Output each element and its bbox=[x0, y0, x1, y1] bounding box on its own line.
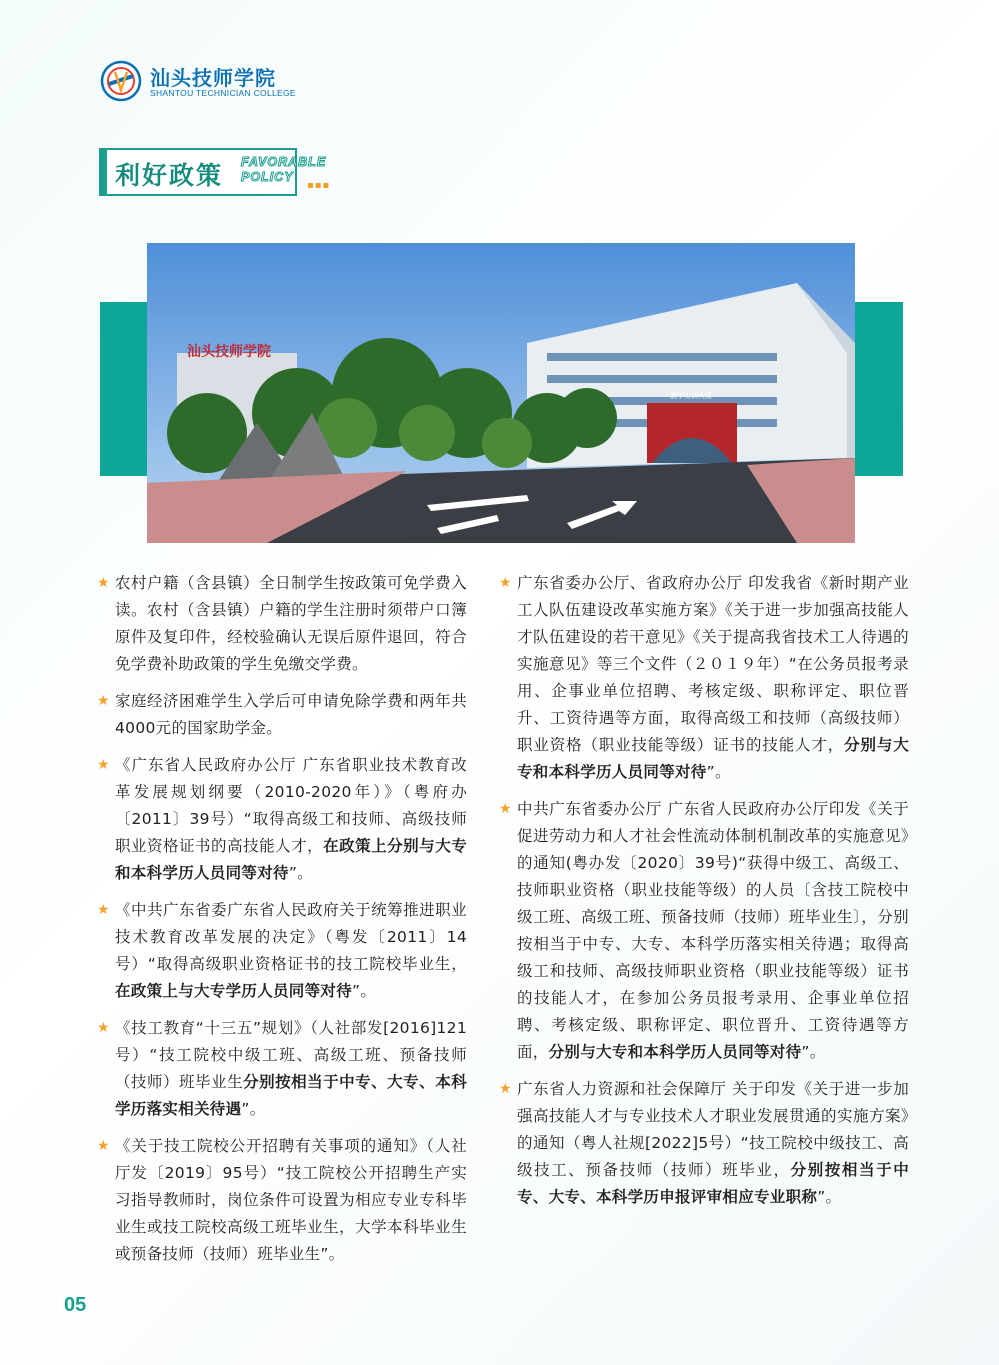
policy-text: 《技工教育“十三五”规划》（人社部发[2016]121号）“技工院校中级工班、高级工班、预备技师（技师）班毕业生 bbox=[115, 1019, 467, 1091]
college-emblem-icon bbox=[100, 60, 142, 102]
policy-item bbox=[97, 752, 467, 887]
policy-item bbox=[97, 688, 467, 742]
policy-tail: ”。 bbox=[352, 982, 377, 1000]
star-icon: ★ bbox=[97, 902, 110, 918]
policy-highlight: 分别按相当于中专、大专、本科学历落实相关待遇 bbox=[115, 1073, 467, 1118]
policy-highlight: 在政策上分别与大专和本科学历人员同等对待 bbox=[115, 837, 467, 882]
college-name-cn: 汕头技师学院 bbox=[150, 66, 276, 90]
star-icon: ★ bbox=[97, 1138, 110, 1154]
policy-text: 《中共广东省委广东省人民政府关于统筹推进职业技术教育改革发展的决定》（粤发〔2011〕14号）“取得高级职业资格证书的技工院校毕业生， bbox=[115, 901, 467, 973]
star-icon: ★ bbox=[499, 1081, 512, 1097]
page-number: 05 bbox=[64, 1294, 87, 1316]
policy-highlight: 在政策上与大专学历人员同等对待 bbox=[115, 982, 353, 1000]
building-sign: 教学实训大楼 bbox=[670, 392, 712, 400]
college-name-en: SHANTOU TECHNICIAN COLLEGE bbox=[150, 88, 296, 98]
policy-tail: ”。 bbox=[288, 864, 313, 882]
policy-column-left bbox=[97, 570, 467, 1278]
section-title-cn: 利好政策 bbox=[115, 161, 224, 190]
star-icon: ★ bbox=[97, 693, 110, 709]
policy-text: 广东省委办公厅、省政府办公厅 印发我省《新时期产业工人队伍建设改革实施方案》《关于进一步加强高技能人才队伍建设的若干意见》《关于提高我省技术工人待遇的实施意见》等三个文件（２０１９年）“在公务员报考录用、企事业单位招聘、考核定级、职称评定、职位晋升、工资待遇等方面，取得高级工和技师（高级技师）职业资格（职业技能等级）证书的技能人才， bbox=[517, 574, 909, 754]
policy-item bbox=[499, 796, 909, 1066]
policy-tail: ”。 bbox=[817, 1188, 842, 1206]
star-icon: ★ bbox=[499, 575, 512, 591]
policy-tail: ”。 bbox=[241, 1100, 266, 1118]
photo-accent-left bbox=[100, 302, 148, 476]
section-title-en: FAVORABLE POLICY bbox=[241, 155, 327, 184]
policy-text: 中共广东省委办公厅 广东省人民政府办公厅印发《关于促进劳动力和人才社会性流动体制机制改革的实施意见》的通知(粤办发〔2020〕39号)“获得中级工、高级工、技师职业资格（职业技能等级）的人员〔含技工院校中级工班、高级工班、预备技师（技师）班毕业生〕，分别按相当于中专、大专、本科学历落实相关待遇；取得高级工和技师、高级技师职业资格（职业技能等级）证书的技能人才，在参加公务员报考录用、企事业单位招聘、考核定级、职称评定、职位晋升、工资待遇等方面， bbox=[517, 800, 909, 1061]
policy-item bbox=[499, 1076, 909, 1211]
policy-highlight: 分别与大专和本科学历人员同等对待 bbox=[548, 1043, 802, 1061]
college-logo bbox=[100, 60, 320, 102]
star-icon: ★ bbox=[97, 1020, 110, 1036]
policy-highlight: 分别按相当于中专、大专、本科学历申报评审相应专业职称 bbox=[517, 1161, 909, 1206]
campus-photo bbox=[147, 243, 855, 543]
policy-text: 家庭经济困难学生入学后可申请免除学费和两年共4000元的国家助学金。 bbox=[115, 692, 467, 737]
policy-highlight: 分别与大专和本科学历人员同等对待 bbox=[517, 736, 909, 781]
policy-text: 《广东省人民政府办公厅 广东省职业技术教育改革发展规划纲要（2010-2020年）》（粤府办〔2011〕39号）“取得高级工和技师、高级技师职业资格证书的高技能人才， bbox=[115, 756, 467, 855]
policy-item bbox=[97, 1133, 467, 1268]
policy-text: 农村户籍（含县镇）全日制学生按政策可免学费入读。农村（含县镇）户籍的学生注册时须带户口簿原件及复印件，经校验确认无误后原件退回，符合免学费补助政策的学生免缴交学费。 bbox=[115, 574, 467, 673]
photo-accent-right bbox=[855, 302, 903, 476]
star-icon: ★ bbox=[499, 801, 512, 817]
section-title bbox=[99, 148, 329, 200]
star-icon: ★ bbox=[97, 757, 110, 773]
title-dots-decoration: ▪▪▪ bbox=[307, 180, 331, 191]
policy-tail: ”。 bbox=[801, 1043, 826, 1061]
policy-tail: ”。 bbox=[706, 763, 731, 781]
policy-item bbox=[97, 570, 467, 678]
policy-item bbox=[499, 570, 909, 786]
policy-item bbox=[97, 1015, 467, 1123]
star-icon: ★ bbox=[97, 575, 110, 591]
policy-text: 《关于技工院校公开招聘有关事项的通知》（人社厅发〔2019〕95号）“技工院校公开招聘生产实习指导教师时，岗位条件可设置为相应专业专科毕业生或技工院校高级工班毕业生，大学本科毕业生或预备技师（技师）班毕业生”。 bbox=[115, 1137, 467, 1263]
policy-text: 广东省人力资源和社会保障厅 关于印发《关于进一步加强高技能人才与专业技术人才职业发展贯通的实施方案》的通知（粤人社规[2022]5号）“技工院校中级技工、高级技工、预备技师（技师）班毕业， bbox=[517, 1080, 909, 1179]
campus-sign: 汕头技师学院 bbox=[187, 344, 271, 360]
policy-item bbox=[97, 897, 467, 1005]
policy-column-right bbox=[499, 570, 909, 1221]
